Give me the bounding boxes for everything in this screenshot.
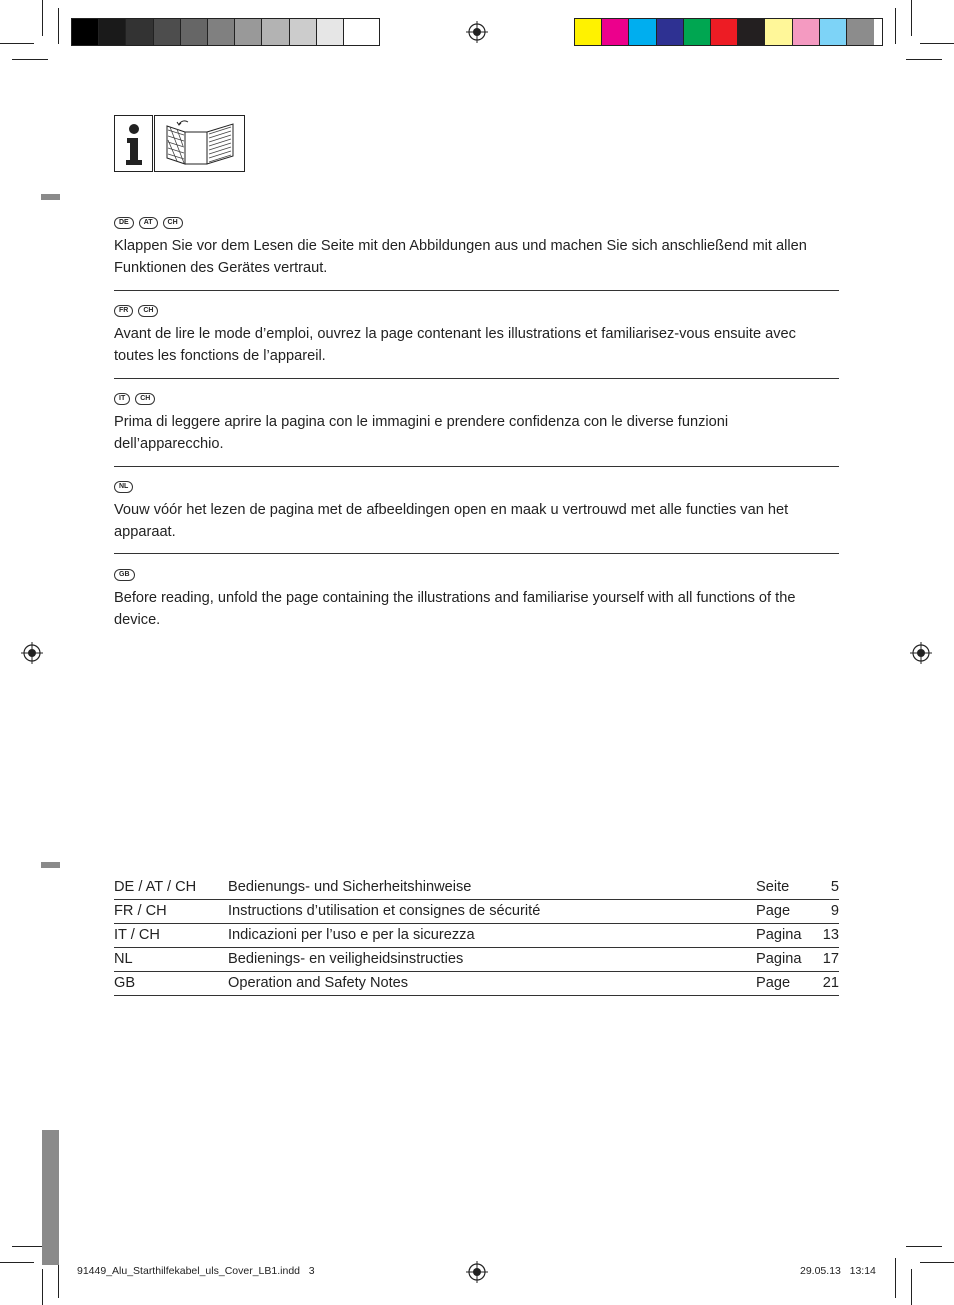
toc-lang: DE / AT / CH	[114, 879, 197, 895]
color-swatch	[344, 19, 371, 45]
color-swatch	[181, 19, 208, 45]
color-swatch	[820, 19, 847, 45]
registration-mark-icon	[466, 21, 488, 43]
crop-mark	[58, 8, 59, 44]
toc-title: Bedienungs- und Sicherheitshinweise	[228, 879, 472, 895]
crop-mark	[895, 1258, 896, 1298]
crop-mark	[911, 0, 912, 36]
country-badge: FR	[114, 305, 133, 317]
crop-mark	[920, 1262, 954, 1263]
toc-page-number: 17	[822, 951, 839, 967]
toc-page-number: 13	[822, 927, 839, 943]
color-swatch	[317, 19, 344, 45]
toc-lang: IT / CH	[114, 927, 160, 943]
lang-block-it	[114, 393, 839, 455]
color-swatch	[99, 19, 126, 45]
crop-mark	[42, 1269, 43, 1305]
instruction-text: Avant de lire le mode d’emploi, ouvrez la page contenant les illustrations et familiarisez-vous ensuite avec toutes les fonctions de l’appareil.	[114, 326, 796, 364]
instruction-text: Before reading, unfold the page containing the illustrations and familiarise yourself with all functions of the device.	[114, 590, 796, 628]
toc-title: Instructions d’utilisation et consignes de sécurité	[228, 903, 541, 919]
country-badge: DE	[114, 217, 134, 229]
toc-page-number: 9	[830, 903, 839, 919]
toc-row[interactable]	[114, 924, 839, 948]
crop-mark	[0, 1262, 34, 1263]
color-swatch	[290, 19, 317, 45]
info-icon	[114, 115, 153, 172]
toc-page-word: Page	[756, 903, 791, 919]
color-swatch	[738, 19, 765, 45]
crop-mark	[895, 8, 896, 44]
toc-title: Bedienings- en veiligheidsinstructies	[228, 951, 464, 967]
country-badge: GB	[114, 569, 135, 581]
color-swatch	[847, 19, 874, 45]
toc-lang: NL	[114, 951, 133, 967]
color-swatch	[126, 19, 153, 45]
crop-mark	[906, 59, 942, 60]
crop-mark	[0, 43, 34, 44]
crop-mark	[42, 0, 43, 36]
color-swatch	[684, 19, 711, 45]
country-badge: CH	[138, 305, 158, 317]
country-badge: IT	[114, 393, 130, 405]
registration-mark-icon	[21, 642, 43, 664]
table-of-contents	[114, 876, 839, 996]
toc-title: Indicazioni per l’uso e per la sicurezza	[228, 927, 475, 943]
toc-page-word: Seite	[756, 879, 790, 895]
margin-mark	[41, 194, 60, 200]
toc-lang: GB	[114, 975, 136, 991]
toc-row[interactable]	[114, 900, 839, 924]
grayscale-color-bar	[71, 18, 380, 46]
divider	[114, 378, 839, 379]
toc-page-word: Pagina	[756, 927, 802, 943]
color-swatch	[765, 19, 792, 45]
toc-row[interactable]	[114, 876, 839, 900]
divider	[114, 553, 839, 554]
margin-tab	[42, 1130, 59, 1265]
color-swatch	[629, 19, 656, 45]
color-swatch	[154, 19, 181, 45]
unfold-page-icon	[154, 115, 245, 172]
color-swatch	[208, 19, 235, 45]
toc-title: Operation and Safety Notes	[228, 975, 409, 991]
instruction-text: Vouw vóór het lezen de pagina met de afbeeldingen open en maak u vertrouwd met alle functies van het apparaat.	[114, 502, 789, 540]
instruction-text: Prima di leggere aprire la pagina con le immagini e prendere confidenza con le diverse funzioni dell’apparecchio.	[114, 414, 729, 452]
divider	[114, 290, 839, 291]
color-swatch	[575, 19, 602, 45]
crop-mark	[911, 1269, 912, 1305]
country-badge: AT	[139, 217, 158, 229]
cmyk-color-bar	[574, 18, 883, 46]
footer-filename: 91449_Alu_Starthilfekabel_uls_Cover_LB1.indd 3	[77, 1265, 315, 1277]
country-badge: NL	[114, 481, 133, 493]
toc-page-word: Page	[756, 975, 791, 991]
crop-mark	[906, 1246, 942, 1247]
crop-mark	[12, 59, 48, 60]
toc-row[interactable]	[114, 972, 839, 996]
registration-mark-icon	[910, 642, 932, 664]
toc-page-number: 21	[822, 975, 839, 991]
color-swatch	[711, 19, 738, 45]
lang-block-gb	[114, 569, 839, 631]
country-badge: CH	[135, 393, 155, 405]
color-swatch	[602, 19, 629, 45]
toc-page-number: 5	[830, 879, 839, 895]
toc-lang: FR / CH	[114, 903, 167, 919]
instruction-text: Klappen Sie vor dem Lesen die Seite mit den Abbildungen aus und machen Sie sich anschließend mit allen Funktionen des Gerätes vertraut.	[114, 238, 807, 276]
toc-row[interactable]	[114, 948, 839, 972]
margin-mark	[41, 862, 60, 868]
color-swatch	[262, 19, 289, 45]
color-swatch	[657, 19, 684, 45]
lang-block-nl	[114, 481, 839, 543]
registration-mark-icon	[466, 1261, 488, 1283]
toc-page-word: Pagina	[756, 951, 802, 967]
crop-mark	[920, 43, 954, 44]
color-swatch	[235, 19, 262, 45]
lang-block-de	[114, 217, 839, 279]
color-swatch	[793, 19, 820, 45]
lang-block-fr	[114, 305, 839, 367]
country-badge: CH	[163, 217, 183, 229]
divider	[114, 466, 839, 467]
color-swatch	[72, 19, 99, 45]
footer-datetime: 29.05.13 13:14	[800, 1265, 876, 1277]
